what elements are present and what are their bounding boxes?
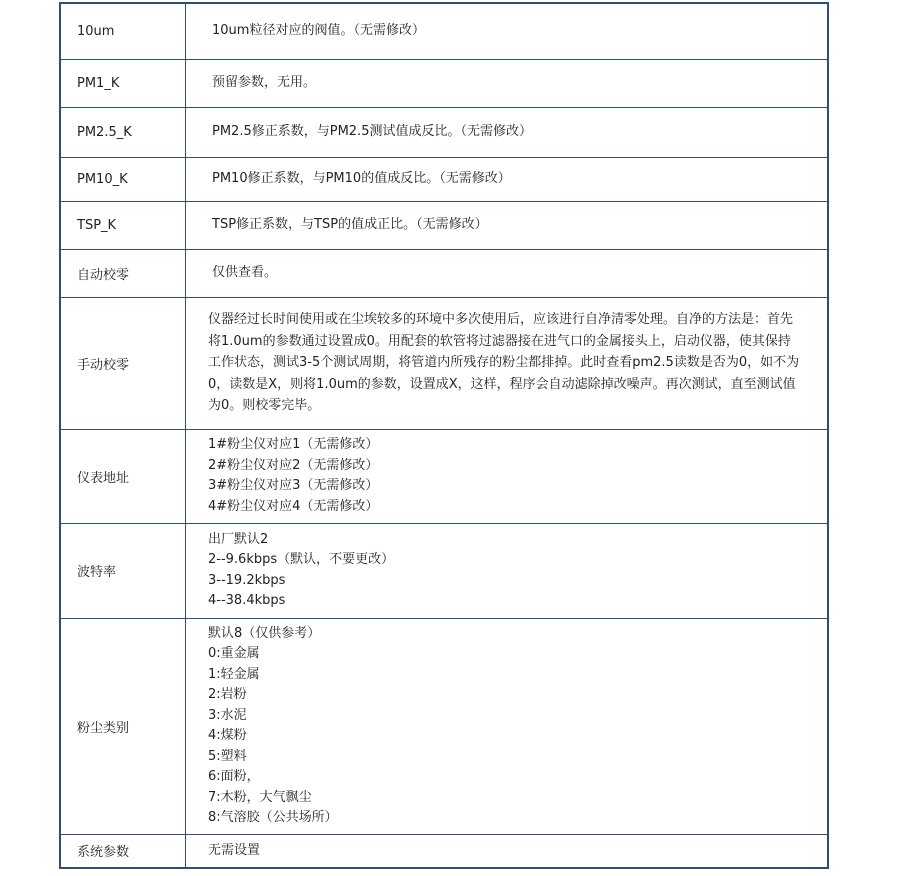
desc-line: 预留参数，无用。 bbox=[212, 74, 317, 90]
desc-line: 6:面粉， bbox=[208, 769, 260, 784]
table-row bbox=[60, 107, 828, 157]
desc-line: 3--19.2kbps bbox=[208, 572, 286, 588]
desc-line: 3:水泥 bbox=[208, 707, 247, 723]
desc-line: 4:煤粉 bbox=[208, 728, 247, 743]
param-name: 系统参数 bbox=[60, 834, 186, 868]
param-name: 10um bbox=[60, 3, 186, 59]
param-description bbox=[186, 157, 829, 201]
param-description bbox=[186, 201, 829, 249]
table-row bbox=[60, 201, 828, 249]
desc-line: 2:岩粉 bbox=[208, 687, 247, 702]
desc-line: 2#粉尘仪对应2（无需修改） bbox=[208, 457, 379, 473]
desc-line: 默认8（仅供参考） bbox=[208, 625, 321, 641]
table-row bbox=[60, 429, 828, 523]
param-description bbox=[186, 834, 829, 868]
desc-line: 0:重金属 bbox=[208, 646, 260, 661]
desc-line: 2--9.6kbps（默认，不要更改） bbox=[208, 552, 395, 567]
param-description bbox=[186, 297, 829, 429]
param-name: PM2.5_K bbox=[60, 107, 186, 157]
table-row bbox=[60, 3, 828, 59]
desc-line: 4#粉尘仪对应4（无需修改） bbox=[208, 498, 379, 514]
table-row bbox=[60, 157, 828, 201]
param-name: 粉尘类别 bbox=[60, 618, 186, 834]
param-name: PM1_K bbox=[60, 59, 186, 107]
desc-line: 7:木粉，大气飘尘 bbox=[208, 789, 312, 805]
param-name: PM10_K bbox=[60, 157, 186, 201]
param-name: 自动校零 bbox=[60, 249, 186, 297]
desc-paragraph: 仪器经过长时间使用或在尘埃较多的环境中多次使用后，应该进行自净清零处理。自净的方法是：首先将1.0um的参数通过设置成0。用配套的软管将过滤器接在进气口的金属接头上，启动仪器，使其保持工作状态，测试3-5个测试周期，将管道内所残存的粉尘都排掉。此时查看pm2.5读数是否为0，如不为0，读数是X，则将1.0um的参数，设置成X，这样，程序会自动滤除掉改噪声。再次测试，直至测试值为0。则校零完毕。 bbox=[208, 312, 800, 414]
desc-line: 5:塑料 bbox=[208, 748, 247, 764]
param-name: 波特率 bbox=[60, 523, 186, 618]
desc-line: 出厂默认2 bbox=[208, 531, 269, 547]
parameter-table bbox=[59, 2, 829, 869]
param-description bbox=[186, 523, 829, 618]
param-description bbox=[186, 3, 829, 59]
param-name: 仪表地址 bbox=[60, 429, 186, 523]
desc-line: 4--38.4kbps bbox=[208, 593, 286, 608]
table-row bbox=[60, 249, 828, 297]
desc-line: 10um粒径对应的阀值。（无需修改） bbox=[212, 23, 425, 38]
desc-line: 仅供查看。 bbox=[212, 264, 278, 280]
desc-line: 无需设置 bbox=[208, 842, 261, 858]
desc-line: 8:气溶胶（公共场所） bbox=[208, 810, 338, 825]
param-name: TSP_K bbox=[60, 201, 186, 249]
param-description bbox=[186, 429, 829, 523]
table-row bbox=[60, 834, 828, 868]
table-row bbox=[60, 523, 828, 618]
param-name: 手动校零 bbox=[60, 297, 186, 429]
table-row bbox=[60, 297, 828, 429]
param-description bbox=[186, 107, 829, 157]
param-description bbox=[186, 59, 829, 107]
desc-line: PM10修正系数，与PM10的值成反比。（无需修改） bbox=[212, 170, 511, 186]
desc-line: 1:轻金属 bbox=[208, 666, 260, 682]
param-description bbox=[186, 249, 829, 297]
param-description bbox=[186, 618, 829, 834]
table-row bbox=[60, 618, 828, 834]
desc-line: TSP修正系数，与TSP的值成正比。（无需修改） bbox=[212, 216, 488, 232]
desc-line: 1#粉尘仪对应1（无需修改） bbox=[208, 437, 379, 452]
desc-line: PM2.5修正系数，与PM2.5测试值成反比。（无需修改） bbox=[212, 123, 532, 139]
table-row bbox=[60, 59, 828, 107]
desc-line: 3#粉尘仪对应3（无需修改） bbox=[208, 478, 379, 493]
